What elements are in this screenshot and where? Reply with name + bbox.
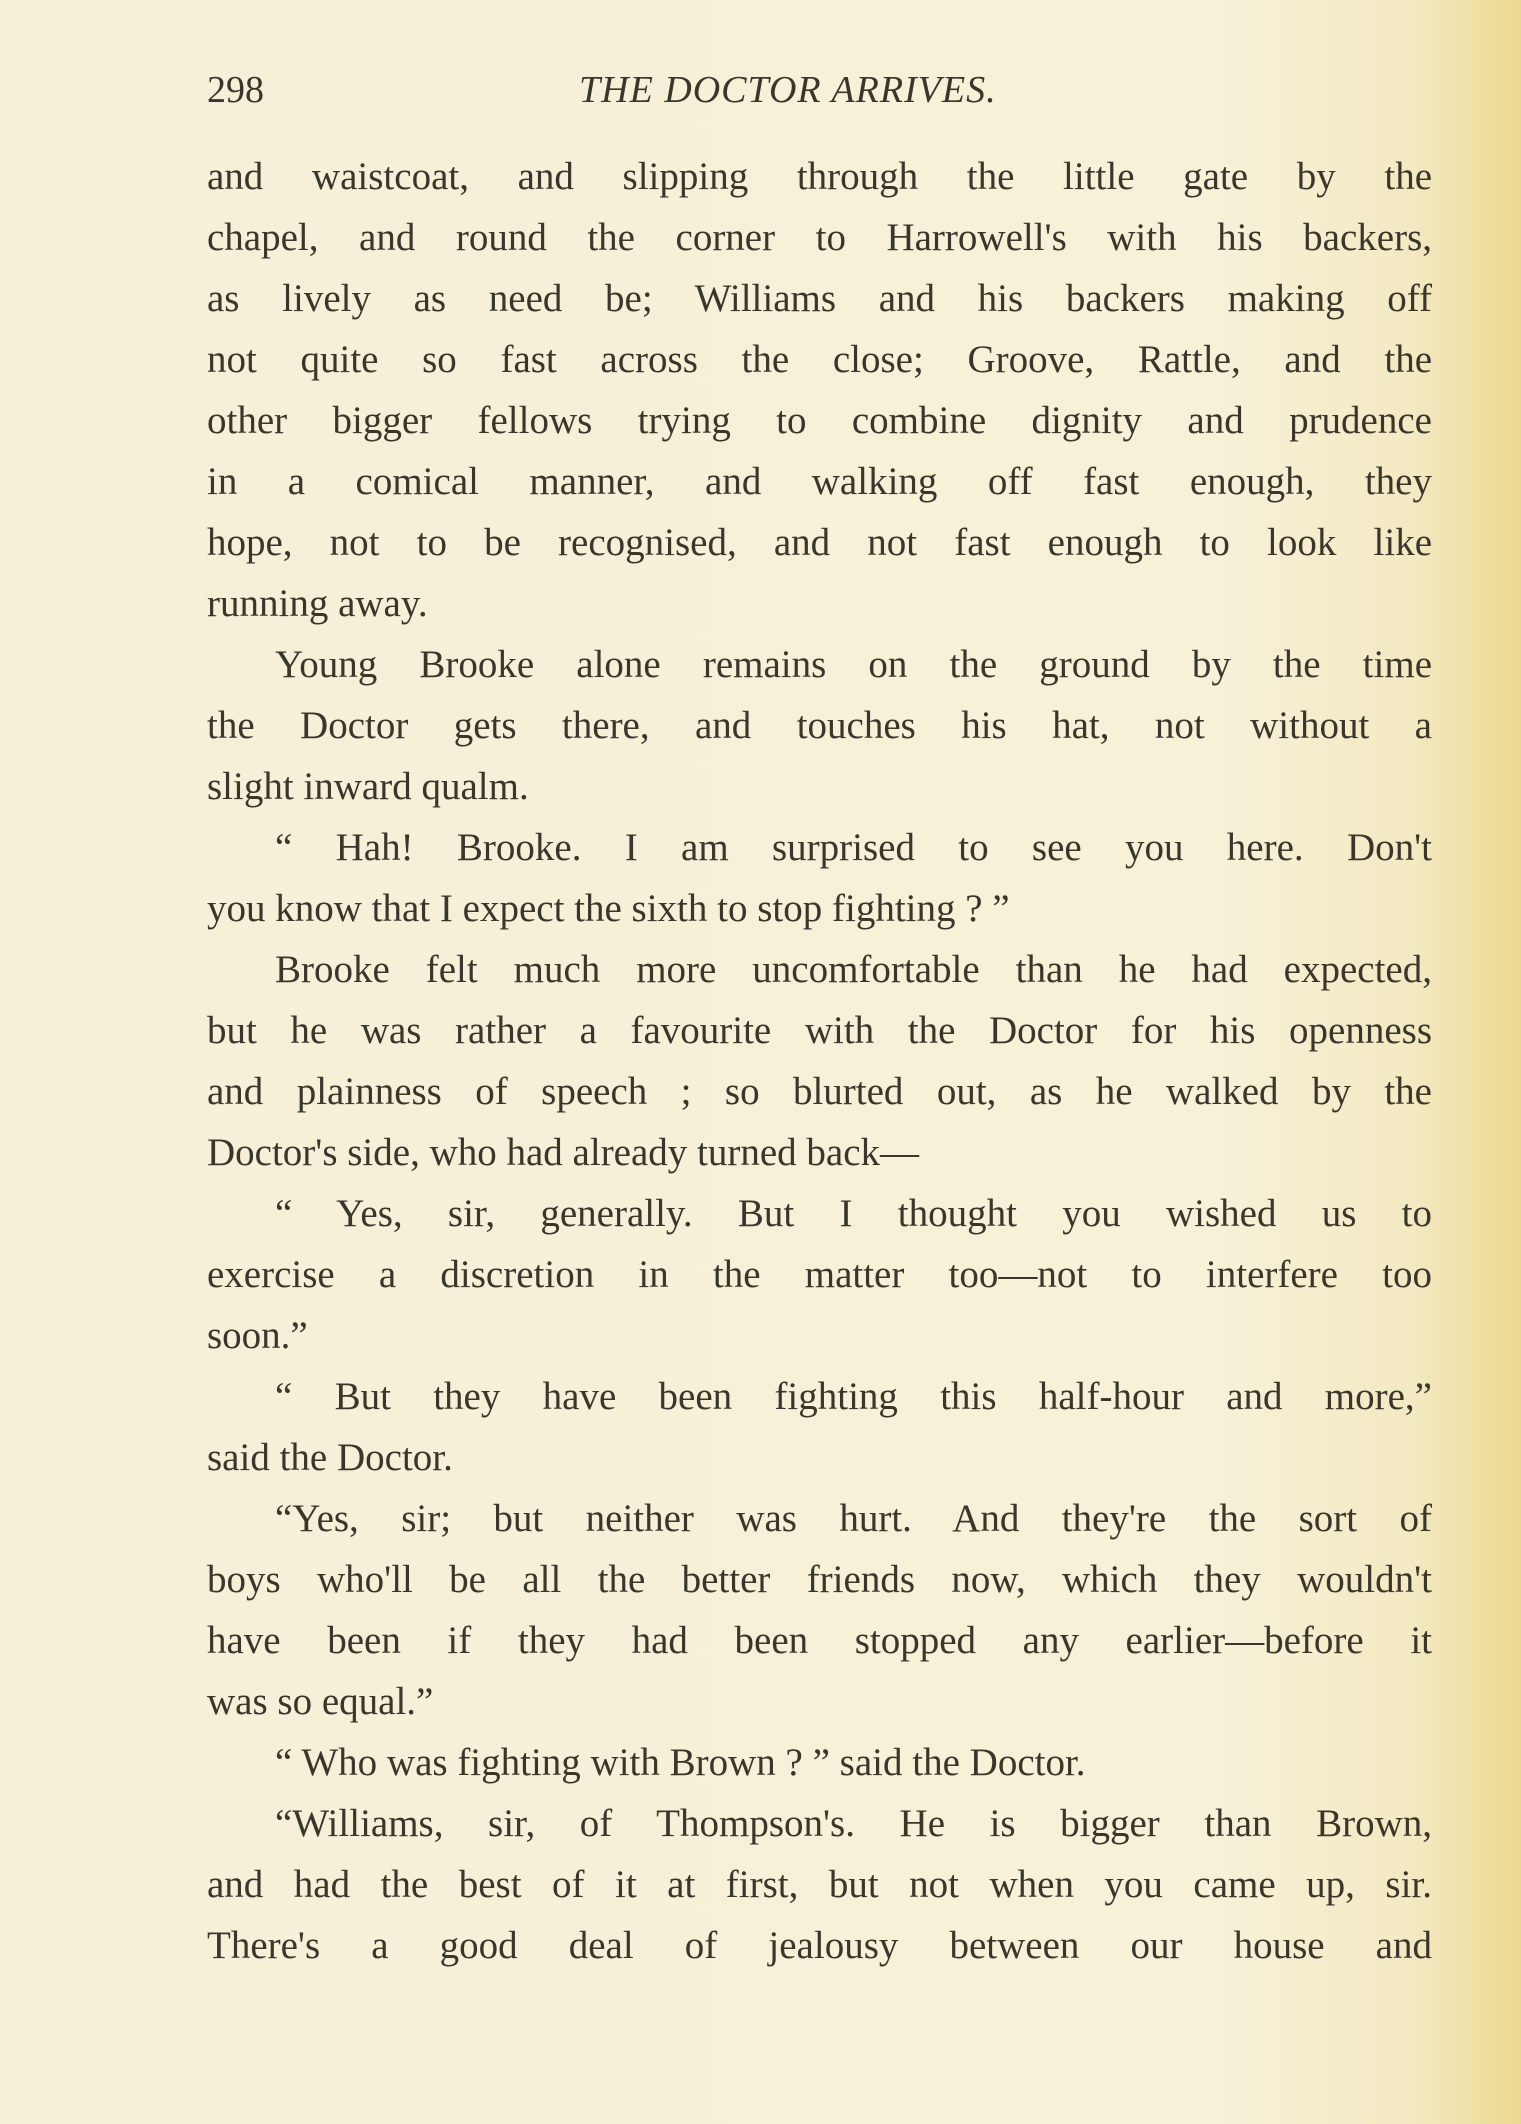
text-line: “Williams, sir, of Thompson's. He is bigger than Brown, — [275, 1802, 1432, 1845]
text-line: “ Who was fighting with Brown ? ” said the Doctor. — [275, 1741, 1086, 1784]
text-line: “ Hah! Brooke. I am surprised to see you here. Don't — [275, 826, 1432, 869]
text-line: and had the best of it at first, but not when you came up, sir. — [207, 1863, 1432, 1906]
text-line: chapel, and round the corner to Harrowell's with his backers, — [207, 216, 1432, 259]
text-line: Young Brooke alone remains on the ground by the time — [275, 643, 1432, 686]
text-line: slight inward qualm. — [207, 765, 529, 808]
running-title: THE DOCTOR ARRIVES. — [579, 69, 997, 111]
text-line: not quite so fast across the close; Groove, Rattle, and the — [207, 338, 1432, 381]
text-line: and plainness of speech ; so blurted out, as he walked by the — [207, 1070, 1432, 1113]
text-line: soon.” — [207, 1314, 308, 1357]
text-line: hope, not to be recognised, and not fast enough to look like — [207, 521, 1432, 564]
page-body-text — [207, 146, 1432, 1976]
text-line: have been if they had been stopped any earlier—before it — [207, 1619, 1432, 1662]
text-line: you know that I expect the sixth to stop fighting ? ” — [207, 887, 1010, 930]
text-line: “ Yes, sir, generally. But I thought you wished us to — [275, 1192, 1432, 1235]
text-line: running away. — [207, 582, 428, 625]
text-line: Doctor's side, who had already turned back— — [207, 1131, 920, 1174]
text-line: and waistcoat, and slipping through the little gate by the — [207, 155, 1432, 198]
text-line: boys who'll be all the better friends now, which they wouldn't — [207, 1558, 1432, 1601]
text-line: Brooke felt much more uncomfortable than he had expected, — [275, 948, 1432, 991]
text-line: There's a good deal of jealousy between our house and — [207, 1924, 1432, 1967]
text-line: as lively as need be; Williams and his backers making off — [207, 277, 1432, 320]
text-line: but he was rather a favourite with the Doctor for his openness — [207, 1009, 1432, 1052]
text-line: said the Doctor. — [207, 1436, 453, 1479]
text-line: was so equal.” — [207, 1680, 434, 1723]
text-line: the Doctor gets there, and touches his hat, not without a — [207, 704, 1432, 747]
running-header — [207, 68, 1432, 124]
text-line: “Yes, sir; but neither was hurt. And they're the sort of — [275, 1497, 1432, 1540]
text-line: in a comical manner, and walking off fast enough, they — [207, 460, 1432, 503]
text-line: exercise a discretion in the matter too—not to interfere too — [207, 1253, 1432, 1296]
text-line: other bigger fellows trying to combine dignity and prudence — [207, 399, 1432, 442]
text-line: “ But they have been fighting this half-hour and more,” — [275, 1375, 1432, 1418]
page-number: 298 — [207, 69, 264, 111]
